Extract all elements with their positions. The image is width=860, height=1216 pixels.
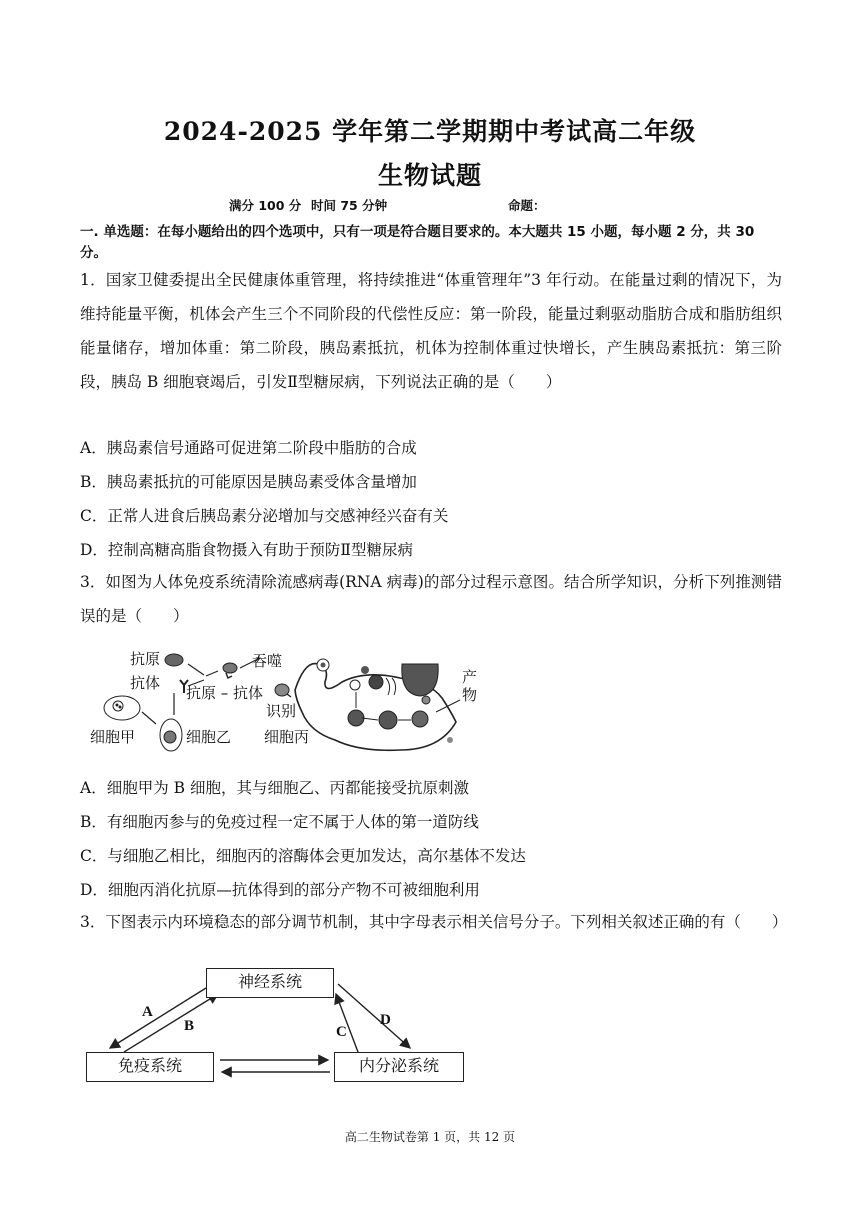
question-3a-option-a: A．细胞甲为 B 细胞，其与细胞乙、丙都能接受抗原刺激 [80,779,469,797]
signal-a: A [142,1004,153,1020]
signal-c: C [336,1024,347,1040]
label-antibody: 抗体 [130,674,161,692]
page-footer: 高二生物试卷第 1 页，共 12 页 [344,1130,516,1144]
page-subtitle: 生物试题 [377,161,482,190]
label-antigen-antibody: 抗原 – 抗体 [186,684,264,702]
question-3a-option-b: B．有细胞丙参与的免疫过程一定不属于人体的第一道防线 [80,813,479,831]
question-1-option-c: C．正常人进食后胰岛素分泌增加与交感神经兴奋有关 [80,507,449,525]
question-1-option-b: B．胰岛素抵抗的可能原因是胰岛素受体含量增加 [80,473,417,491]
label-cell-jia: 细胞甲 [90,728,136,746]
regulation-figure [80,968,480,1088]
label-recognize: 识别 [266,702,297,720]
signal-b: B [184,1018,195,1034]
label-antigen: 抗原 [130,650,161,668]
question-3a-stem: 3．如图为人体免疫系统清除流感病毒(RNA 病毒)的部分过程示意图。结合所学知识，分析下列推测错误的是（ ） [80,573,782,625]
score-info: 满分 100 分 [229,198,302,213]
box-immune-system: 免疫系统 [86,1052,214,1082]
time-info: 时间 75 分钟 [311,198,388,213]
question-3a-option-c: C．与细胞乙相比，细胞丙的溶酶体会更加发达，高尔基体不发达 [80,847,526,865]
page-title: 2024-2025 学年第二学期期中考试高二年级 [163,117,697,146]
label-cell-yi: 细胞乙 [186,728,232,746]
immune-figure [80,640,480,765]
label-product: 产物 [462,668,478,704]
box-endocrine-system: 内分泌系统 [334,1052,464,1082]
question-1-option-a: A．胰岛素信号通路可促进第二阶段中脂肪的合成 [80,439,417,457]
question-3b-stem: 3．下图表示内环境稳态的部分调节机制，其中字母表示相关信号分子。下列相关叙述正确的有（ ） [80,913,788,931]
question-3a-option-d: D．细胞丙消化抗原—抗体得到的部分产物不可被细胞利用 [80,881,480,899]
signal-d: D [380,1012,391,1028]
question-1-stem: 1．国家卫健委提出全民健康体重管理，将持续推进“体重管理年”3 年行动。在能量过剩的情况下，为维持能量平衡，机体会产生三个不同阶段的代偿性反应：第一阶段，能量过剩驱动脂肪合成和脂肪组织能量储存，增加体重：第二阶段，胰岛素抵抗，机体为控制体重过快增长，产生胰岛素抵抗：第三阶段，胰岛 B 细胞衰竭后，引发Ⅱ型糖尿病，下列说法正确的是（ ） [80,271,782,391]
label-cell-bing: 细胞丙 [264,728,310,746]
label-phagocytose: 吞噬 [252,652,283,670]
question-1-option-d: D．控制高糖高脂食物摄入有助于预防Ⅱ型糖尿病 [80,541,413,559]
author-info: 命题： [508,198,546,213]
section-heading: 一. 单选题：在每小题给出的四个选项中，只有一项是符合题目要求的。本大题共 15 小题，每小题 2 分，共 30 分。 [80,224,755,261]
box-nervous-system: 神经系统 [206,968,334,998]
